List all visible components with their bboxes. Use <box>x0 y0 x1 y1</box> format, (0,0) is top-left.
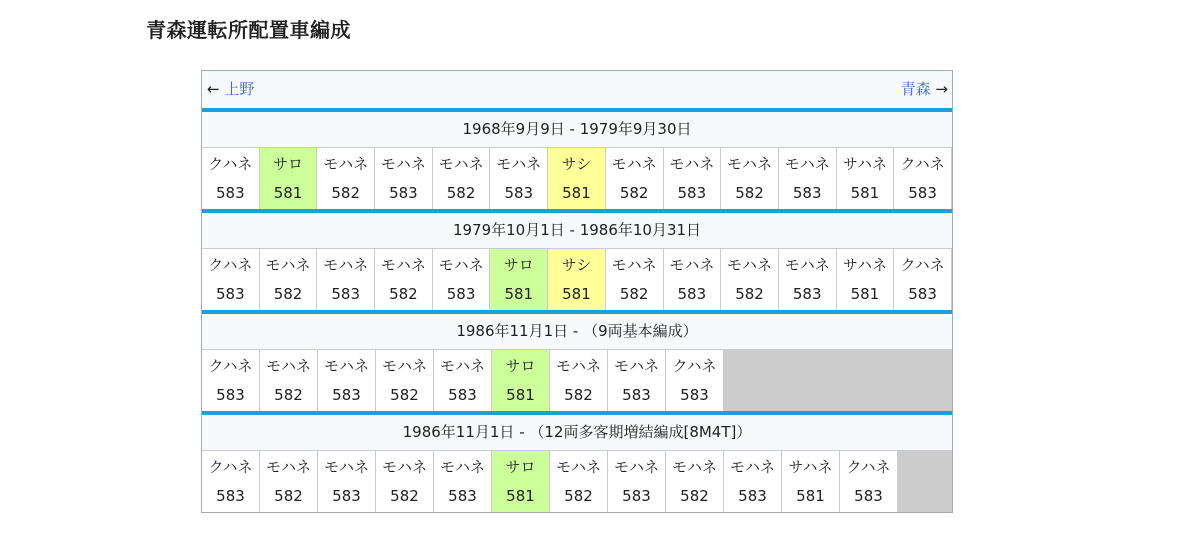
direction-right <box>901 80 948 98</box>
car-cell <box>721 148 779 209</box>
car-cell <box>779 148 837 209</box>
car-type: サハネ <box>842 155 887 173</box>
car-type: サロ <box>505 357 536 375</box>
car-cell <box>433 249 491 310</box>
car-cell <box>894 148 952 209</box>
car-number: 581 <box>850 184 880 202</box>
formation-table <box>201 70 953 513</box>
car-number: 582 <box>735 184 764 202</box>
period-title: 1979年10月1日 - 1986年10月31日 <box>202 213 952 249</box>
right-arrow-icon: → <box>935 80 948 98</box>
car-cell <box>666 451 724 512</box>
car-type: モハネ <box>323 256 369 274</box>
car-type: モハネ <box>669 155 715 173</box>
car-cell <box>608 350 666 411</box>
direction-row <box>202 71 952 108</box>
car-cell <box>606 249 664 310</box>
car-number: 583 <box>446 285 476 303</box>
car-number: 581 <box>850 285 880 303</box>
car-type: サロ <box>503 256 534 274</box>
car-number: 583 <box>792 184 822 202</box>
car-type: サハネ <box>842 256 887 274</box>
car-cell <box>664 148 722 209</box>
car-number: 583 <box>216 184 245 202</box>
car-number: 582 <box>331 184 361 202</box>
car-type: モハネ <box>613 458 659 476</box>
car-cell <box>260 350 318 411</box>
car-cell <box>202 148 260 209</box>
car-type: モハネ <box>727 155 773 173</box>
car-row <box>202 148 952 209</box>
car-number: 583 <box>332 487 361 505</box>
car-number: 581 <box>796 487 825 505</box>
car-type: モハネ <box>380 155 426 173</box>
car-number: 581 <box>273 184 303 202</box>
car-number: 583 <box>622 487 651 505</box>
car-type: モハネ <box>323 458 369 476</box>
car-type: モハネ <box>784 256 830 274</box>
car-number: 583 <box>448 386 477 404</box>
car-cell <box>202 350 260 411</box>
car-type: モハネ <box>496 155 542 173</box>
car-type: クハネ <box>208 155 253 173</box>
car-cell <box>550 451 608 512</box>
car-type: モハネ <box>727 256 773 274</box>
car-cell <box>376 451 434 512</box>
car-type: モハネ <box>611 155 657 173</box>
car-cell <box>606 148 664 209</box>
period-title: 1986年11月1日 - （9両基本編成） <box>202 314 952 350</box>
car-type: モハネ <box>438 256 484 274</box>
car-type: モハネ <box>784 155 830 173</box>
car-type: サシ <box>561 155 592 173</box>
car-number: 582 <box>680 487 709 505</box>
car-row <box>202 350 952 411</box>
car-cell <box>490 148 548 209</box>
car-type: モハネ <box>439 357 485 375</box>
car-number: 583 <box>504 184 534 202</box>
car-cell <box>550 350 608 411</box>
car-type: サシ <box>561 256 592 274</box>
car-number: 582 <box>619 285 649 303</box>
car-type: モハネ <box>669 256 715 274</box>
car-cell <box>608 451 666 512</box>
car-number: 582 <box>389 285 418 303</box>
car-cell <box>375 148 433 209</box>
car-cell <box>375 249 433 310</box>
car-cell <box>260 249 318 310</box>
car-number: 583 <box>908 285 937 303</box>
car-cell <box>260 451 318 512</box>
car-number: 583 <box>908 184 937 202</box>
car-cell <box>894 249 952 310</box>
car-number: 583 <box>792 285 822 303</box>
car-cell <box>837 148 895 209</box>
car-type: モハネ <box>611 256 657 274</box>
car-type: モハネ <box>323 357 369 375</box>
car-number: 582 <box>446 184 476 202</box>
car-type: モハネ <box>381 357 427 375</box>
car-cell <box>202 249 260 310</box>
car-cell <box>317 148 375 209</box>
car-cell <box>548 249 606 310</box>
car-number: 583 <box>331 285 361 303</box>
car-type: クハネ <box>846 458 891 476</box>
car-type: モハネ <box>265 458 311 476</box>
car-cell <box>434 451 492 512</box>
car-number: 581 <box>506 487 535 505</box>
car-number: 583 <box>677 184 707 202</box>
car-type: モハネ <box>265 357 311 375</box>
car-cell <box>318 451 376 512</box>
empty-cell <box>724 350 952 411</box>
car-number: 582 <box>564 386 593 404</box>
car-type: モハネ <box>729 458 775 476</box>
car-cell <box>434 350 492 411</box>
car-number: 582 <box>735 285 764 303</box>
car-number: 582 <box>390 487 419 505</box>
car-type: モハネ <box>381 458 427 476</box>
car-cell <box>782 451 840 512</box>
car-number: 583 <box>216 487 245 505</box>
car-type: モハネ <box>380 256 426 274</box>
car-type: モハネ <box>265 256 311 274</box>
car-number: 583 <box>622 386 651 404</box>
car-cell <box>376 350 434 411</box>
period-title: 1968年9月9日 - 1979年9月30日 <box>202 112 952 148</box>
car-type: モハネ <box>439 458 485 476</box>
periods-container <box>202 108 952 512</box>
car-cell <box>492 451 550 512</box>
link-ueno[interactable]: 上野 <box>224 80 255 98</box>
car-number: 582 <box>274 487 303 505</box>
car-number: 582 <box>619 184 649 202</box>
link-aomori[interactable]: 青森 <box>900 80 931 98</box>
car-number: 583 <box>677 285 707 303</box>
car-type: クハネ <box>208 357 253 375</box>
car-number: 582 <box>274 386 303 404</box>
car-number: 583 <box>216 285 245 303</box>
car-type: クハネ <box>900 155 945 173</box>
car-number: 583 <box>854 487 883 505</box>
car-number: 583 <box>216 386 245 404</box>
car-cell <box>492 350 550 411</box>
car-type: クハネ <box>672 357 717 375</box>
page-title: 青森運転所配置車編成 <box>146 18 351 42</box>
car-cell <box>666 350 724 411</box>
car-type: モハネ <box>613 357 659 375</box>
car-cell <box>433 148 491 209</box>
car-number: 583 <box>680 386 709 404</box>
car-number: 582 <box>273 285 303 303</box>
car-cell <box>202 451 260 512</box>
car-number: 582 <box>564 487 593 505</box>
car-type: サロ <box>505 458 536 476</box>
car-number: 583 <box>738 487 767 505</box>
car-cell <box>317 249 375 310</box>
car-number: 581 <box>562 285 591 303</box>
car-number: 581 <box>506 386 535 404</box>
car-cell <box>721 249 779 310</box>
car-number: 583 <box>448 487 477 505</box>
car-cell <box>779 249 837 310</box>
car-type: モハネ <box>438 155 484 173</box>
car-cell <box>724 451 782 512</box>
left-arrow-icon: ← <box>207 80 220 98</box>
car-cell <box>260 148 318 209</box>
car-type: サロ <box>273 155 304 173</box>
car-cell <box>490 249 548 310</box>
empty-cell <box>898 451 952 512</box>
car-type: モハネ <box>555 357 601 375</box>
car-cell <box>840 451 898 512</box>
car-number: 583 <box>332 386 361 404</box>
car-cell <box>318 350 376 411</box>
car-number: 581 <box>562 184 591 202</box>
car-type: モハネ <box>671 458 717 476</box>
car-cell <box>548 148 606 209</box>
car-cell <box>664 249 722 310</box>
car-type: モハネ <box>555 458 601 476</box>
car-type: モハネ <box>323 155 369 173</box>
car-number: 583 <box>389 184 418 202</box>
car-row <box>202 249 952 310</box>
car-type: サハネ <box>788 458 833 476</box>
car-type: クハネ <box>900 256 945 274</box>
car-number: 582 <box>390 386 419 404</box>
direction-left <box>207 80 254 98</box>
car-type: クハネ <box>208 458 253 476</box>
period-title: 1986年11月1日 - （12両多客期増結編成[8M4T]） <box>202 415 952 451</box>
car-cell <box>837 249 895 310</box>
car-number: 581 <box>504 285 534 303</box>
car-row <box>202 451 952 512</box>
car-type: クハネ <box>208 256 253 274</box>
